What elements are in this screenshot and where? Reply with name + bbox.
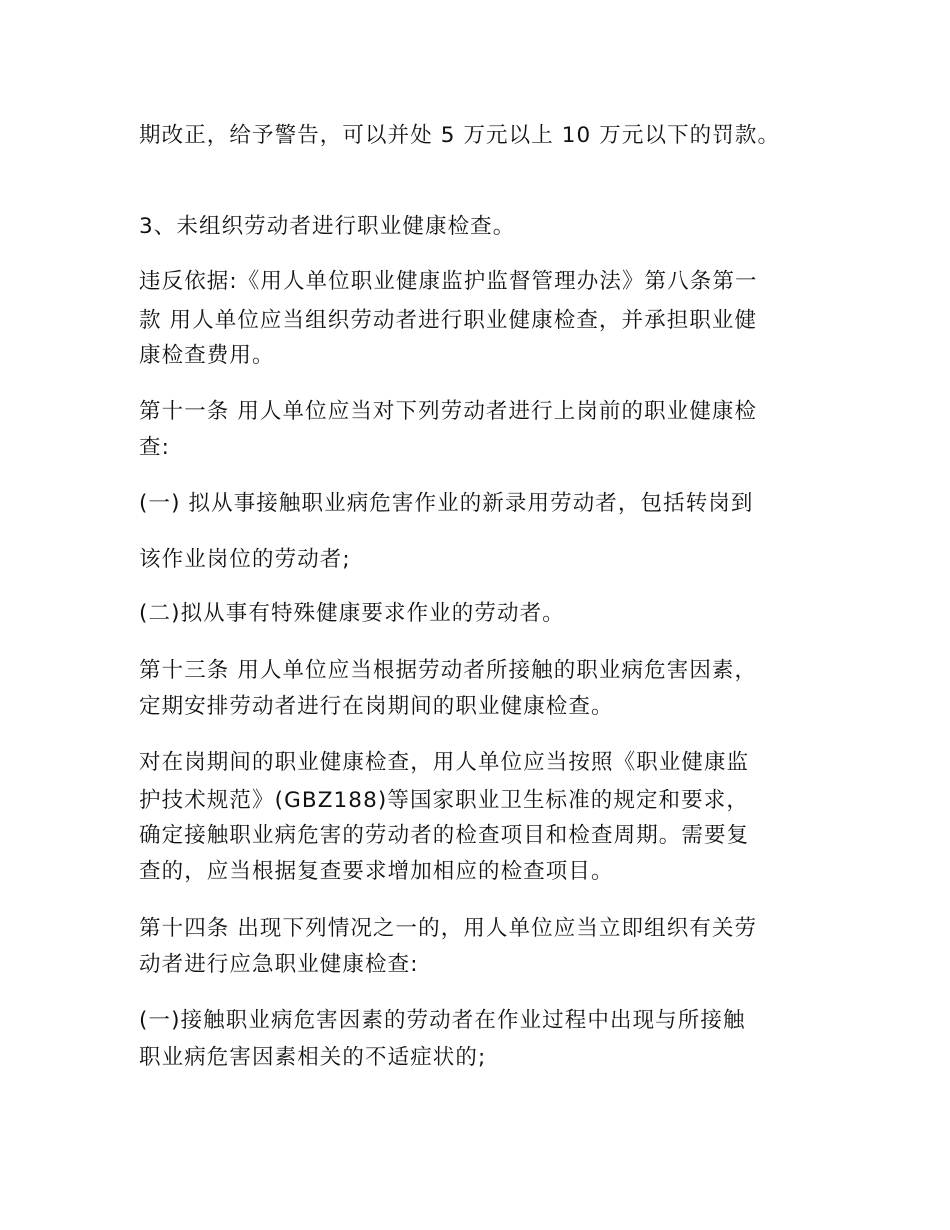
text-line: 查的，应当根据复查要求增加相应的检查项目。 [139,859,614,884]
text-line: 第十一条 用人单位应当对下列劳动者进行上岗前的职业健康检 [139,399,758,424]
text-line: (二)拟从事有特殊健康要求作业的劳动者。 [139,601,565,626]
text-line: 期改正，给予警告，可以并处 5 万元以上 10 万元以下的罚款。 [139,123,781,148]
text-line: 对在岗期间的职业健康检查，用人单位应当按照《职业健康监 [139,750,750,775]
text-line: 确定接触职业病危害的劳动者的检查项目和检查周期。需要复 [139,823,750,848]
text-line: 第十三条 用人单位应当根据劳动者所接触的职业病危害因素， [139,658,758,683]
text-line: 职业病危害因素相关的不适症状的; [139,1045,487,1070]
text-line: (一)接触职业病危害因素的劳动者在作业过程中出现与所接触 [139,1008,746,1033]
text-line: (一) 拟从事接触职业病危害作业的新录用劳动者，包括转岗到 [139,491,754,516]
text-line: 护技术规范》(GBZ188)等国家职业卫生标准的规定和要求， [139,788,749,813]
text-line: 3、未组织劳动者进行职业健康检查。 [139,214,516,239]
text-line: 动者进行应急职业健康检查: [139,952,419,977]
text-line: 第十四条 出现下列情况之一的，用人单位应当立即组织有关劳 [139,916,758,941]
text-line: 款 用人单位应当组织劳动者进行职业健康检查，并承担职业健 [139,308,758,333]
text-line: 康检查费用。 [139,343,275,368]
text-line: 查: [139,435,170,460]
text-line: 定期安排劳动者进行在岗期间的职业健康检查。 [139,694,614,719]
text-line: 该作业岗位的劳动者; [139,547,351,572]
text-line: 违反依据:《用人单位职业健康监护监督管理办法》第八条第一 [139,269,758,294]
